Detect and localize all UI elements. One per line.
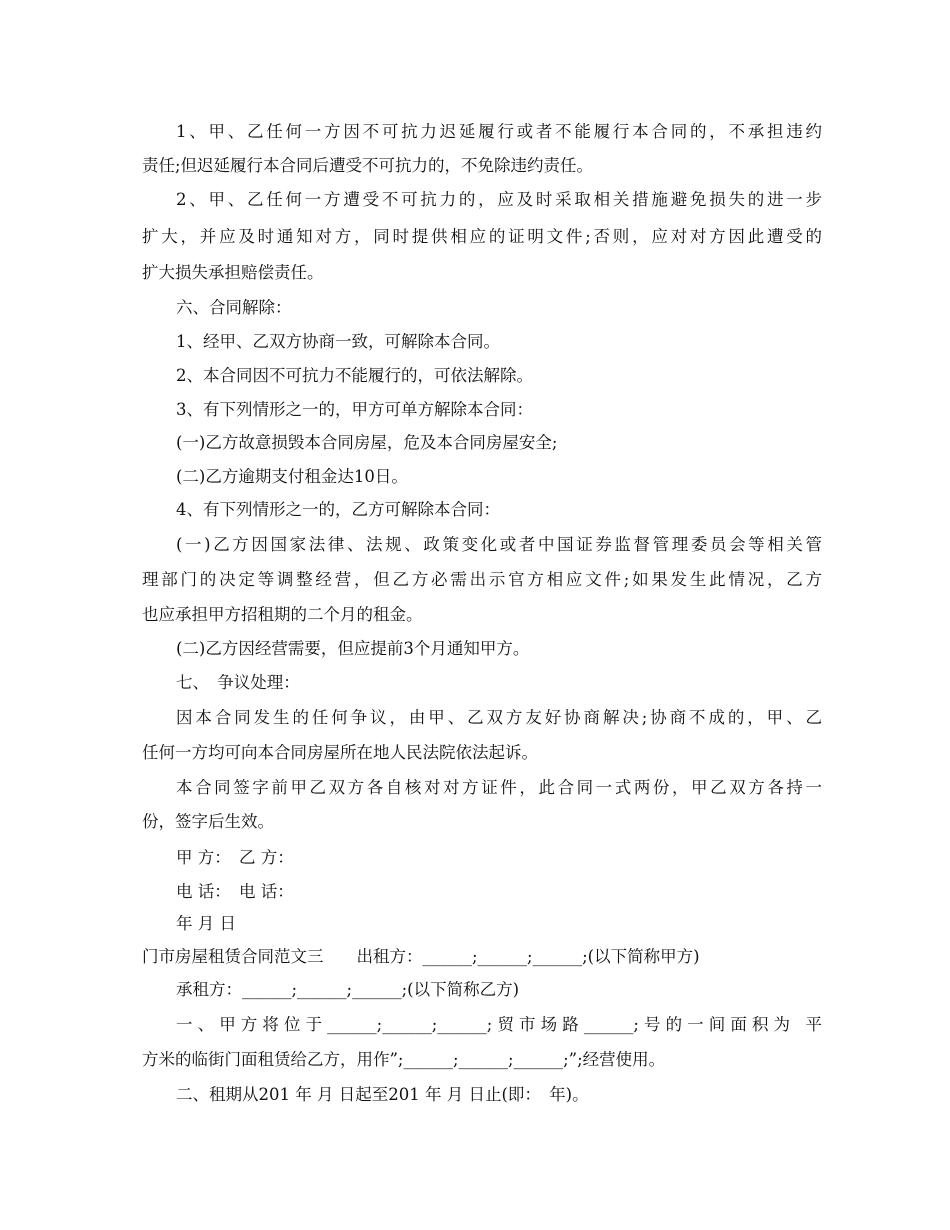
- paragraph-line: 本合同签字前甲乙双方各自核对对方证件，此合同一式两份，甲乙双方各持一: [176, 778, 822, 797]
- contract-title-line: 门市房屋租赁合同范文三 出租方：______;______;______;(以下简称甲方): [142, 947, 700, 966]
- section-heading: 七、 争议处理：: [176, 673, 300, 692]
- paragraph-line: 2、本合同因不可抗力不能履行的，可依法解除。: [176, 366, 533, 385]
- paragraph-line: (一)乙方故意损毁本合同房屋，危及本合同房屋安全;: [176, 433, 558, 452]
- paragraph-line: 扩大损失承担赔偿责任。: [142, 263, 324, 282]
- paragraph-line: 2、甲、乙任何一方遭受不可抗力的，应及时采取相关措施避免损失的进一步: [176, 190, 822, 209]
- signature-phones: 电 话： 电 话：: [176, 882, 294, 901]
- paragraph-line: 1、经甲、乙双方协商一致，可解除本合同。: [176, 332, 500, 351]
- signature-date: 年 月 日: [176, 914, 236, 933]
- paragraph-line: (二)乙方逾期支付租金达10日。: [176, 467, 408, 486]
- paragraph-line: 4、有下列情形之一的，乙方可解除本合同：: [176, 500, 500, 519]
- paragraph-line: 扩大，并应及时通知对方，同时提供相应的证明文件;否则，应对对方因此遭受的: [142, 227, 822, 246]
- section-heading: 六、合同解除：: [176, 298, 292, 317]
- paragraph-line: 3、有下列情形之一的，甲方可单方解除本合同：: [176, 400, 533, 419]
- paragraph-line: 因本合同发生的任何争议，由甲、乙双方友好协商解决;协商不成的，甲、乙: [176, 708, 822, 727]
- paragraph-line: 份，签字后生效。: [142, 812, 274, 831]
- paragraph-line: (二)乙方因经营需要，但应提前3个月通知甲方。: [176, 639, 530, 658]
- paragraph-line: 一、甲方将位于______;______;______;贸市场路______;号的一间面积为 平: [176, 1015, 822, 1034]
- paragraph-line: 责任;但迟延履行本合同后遭受不可抗力的，不免除违约责任。: [142, 156, 594, 175]
- paragraph-line: 任何一方均可向本合同房屋所在地人民法院依法起诉。: [142, 743, 538, 762]
- paragraph-line: 承租方：______;______;______;(以下简称乙方): [176, 980, 520, 999]
- paragraph-line: 理部门的决定等调整经营，但乙方必需出示官方相应文件;如果发生此情况，乙方: [142, 570, 822, 589]
- paragraph-line: (一)乙方因国家法律、法规、政策变化或者中国证券监督管理委员会等相关管: [176, 535, 822, 554]
- paragraph-line: 方米的临街门面租赁给乙方，用作”;______;______;______;”;经营使用。: [142, 1050, 666, 1069]
- paragraph-line: 二、租期从201 年 月 日起至201 年 月 日止(即： 年)。: [176, 1085, 589, 1104]
- paragraph-line: 1、甲、乙任何一方因不可抗力迟延履行或者不能履行本合同的，不承担违约: [176, 122, 822, 141]
- paragraph-line: 也应承担甲方招租期的二个月的租金。: [142, 605, 423, 624]
- signature-parties: 甲 方： 乙 方：: [176, 848, 294, 867]
